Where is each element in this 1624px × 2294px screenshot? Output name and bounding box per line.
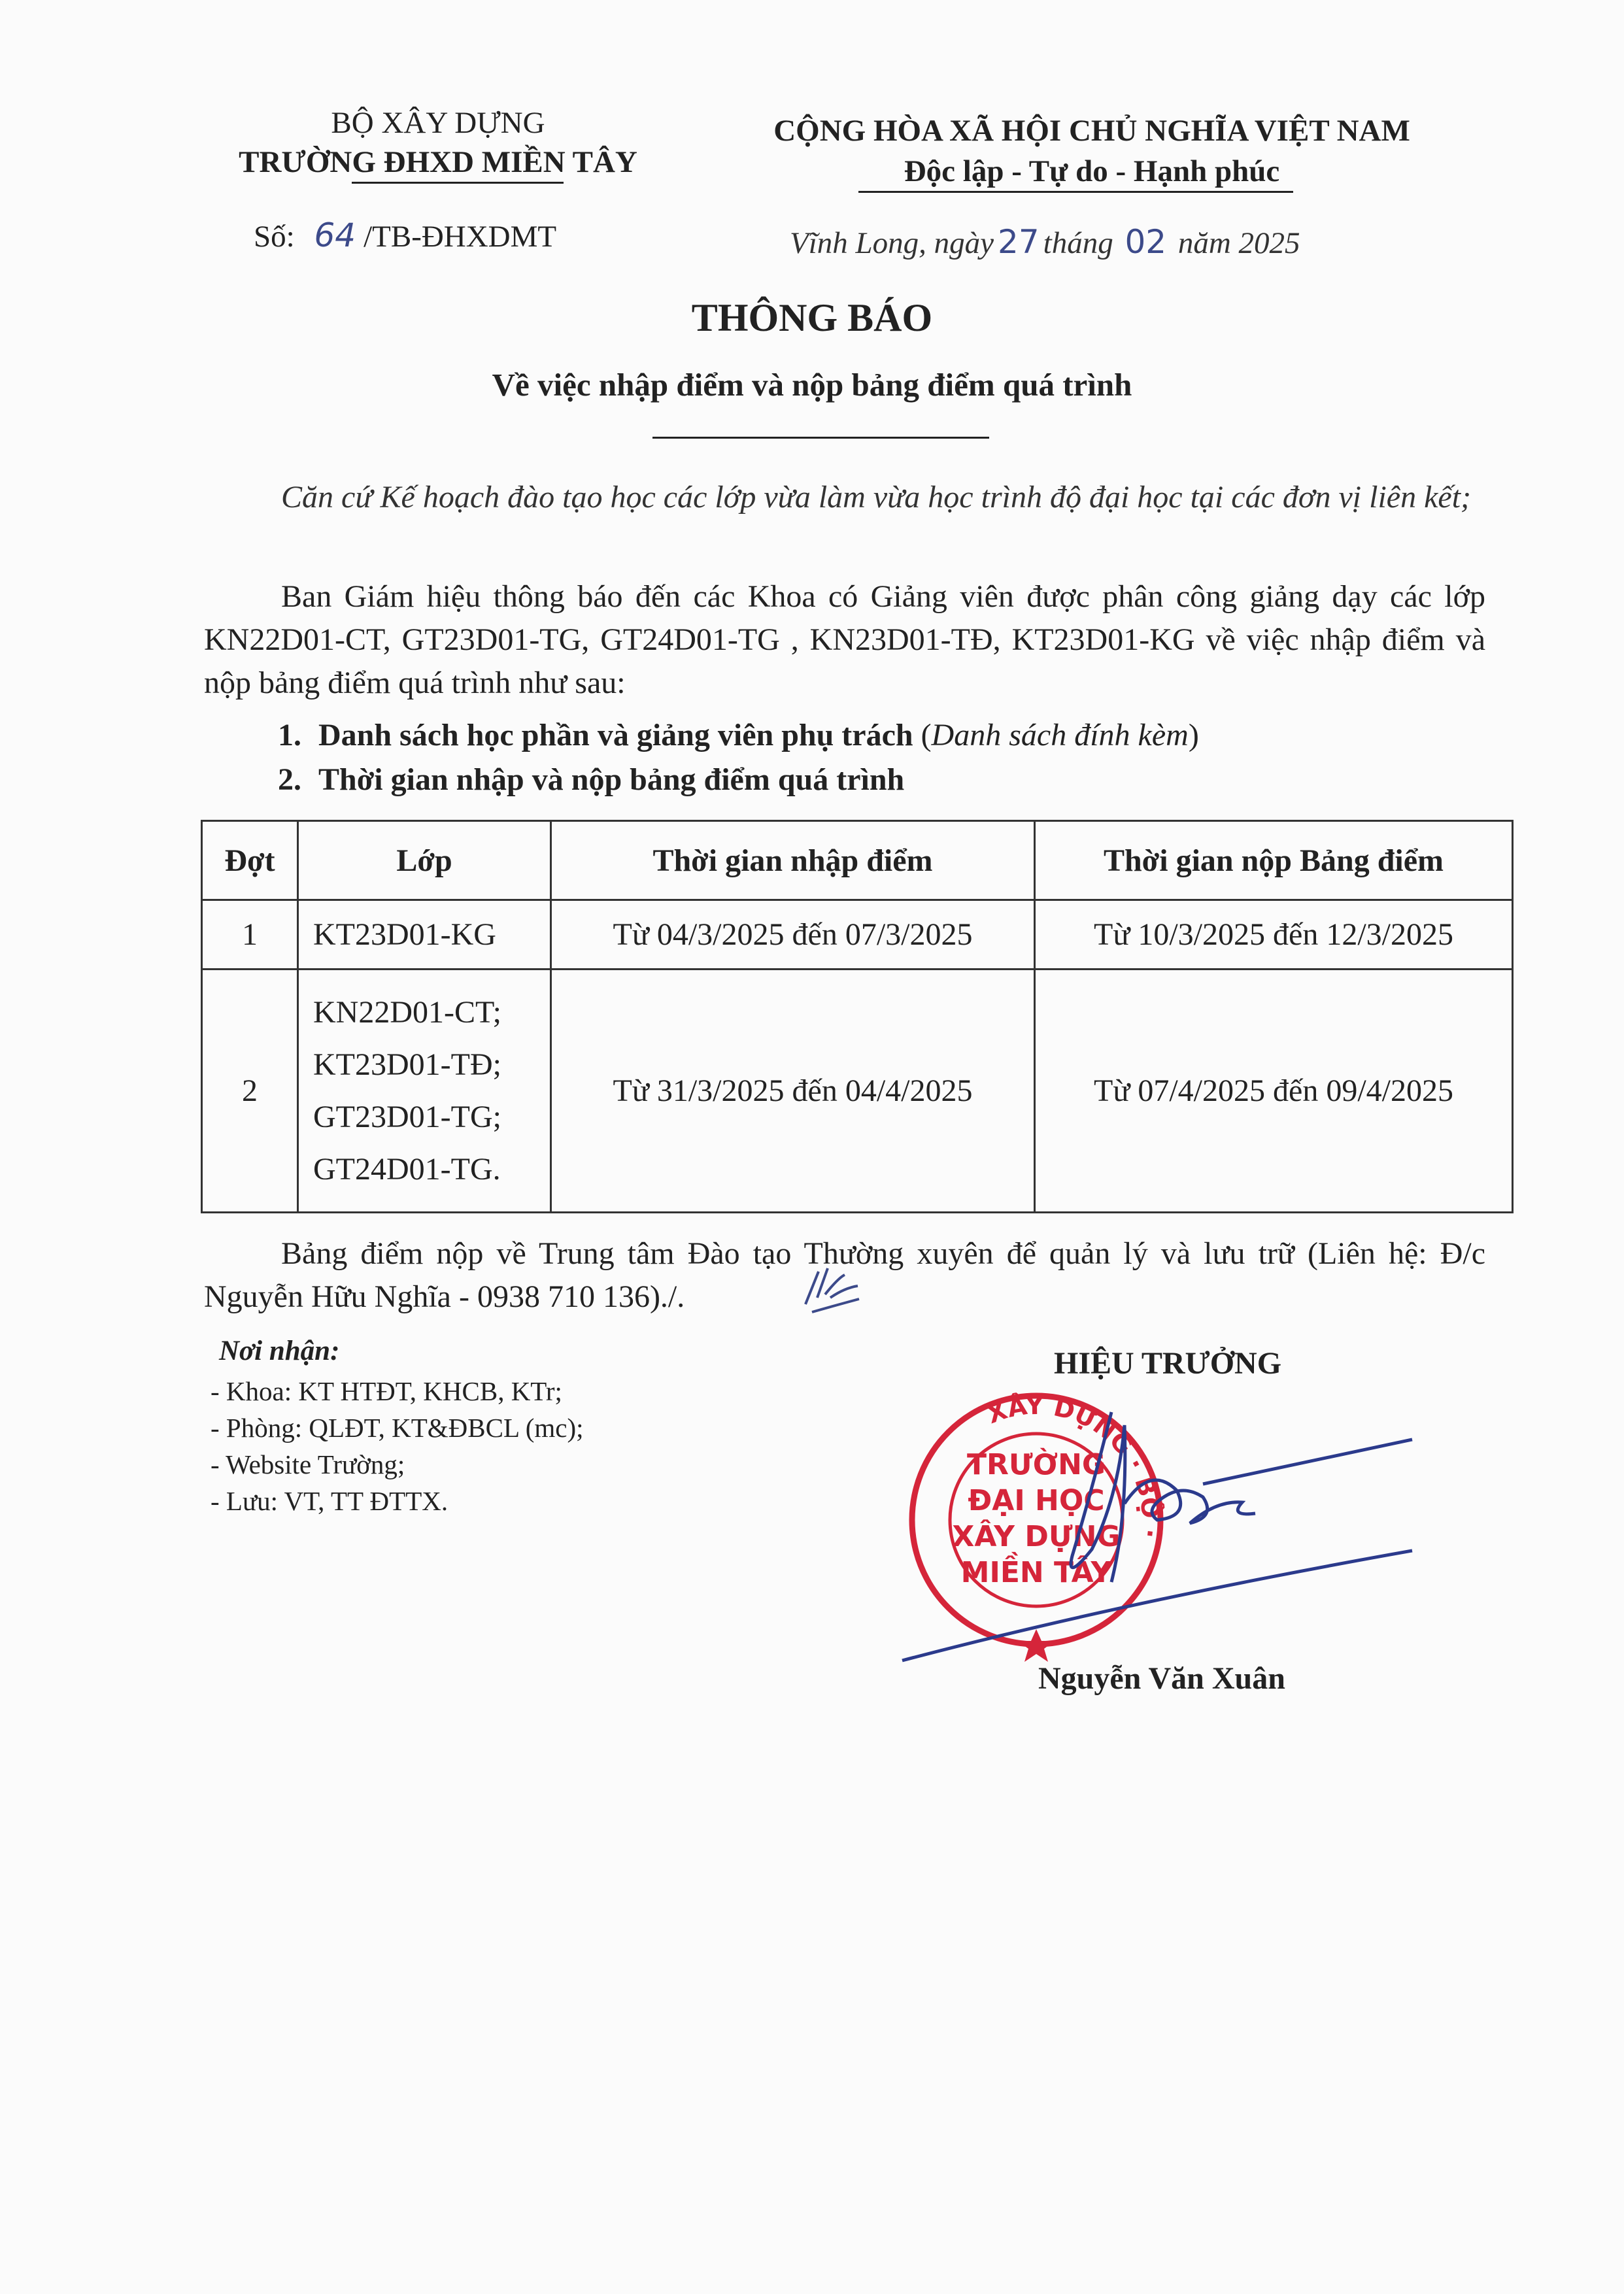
list-item: - Phòng: QLĐT, KT&ĐBCL (mc); bbox=[211, 1413, 584, 1443]
stamp-line-4: MIỀN TÂY bbox=[960, 1556, 1112, 1589]
table-row bbox=[202, 900, 1513, 970]
school-name: TRƯỜNG ĐHXD MIỀN TÂY bbox=[239, 145, 637, 179]
date-day-handwritten: 27 bbox=[998, 223, 1040, 261]
list-item: - Website Trường; bbox=[211, 1449, 405, 1479]
table-row bbox=[202, 970, 1513, 1213]
row1-nop: Từ 10/3/2025 đến 12/3/2025 bbox=[1035, 900, 1513, 970]
header-lop: Lớp bbox=[298, 821, 551, 900]
title-divider bbox=[652, 437, 989, 439]
header-left bbox=[196, 103, 680, 182]
date-suffix: năm 2025 bbox=[1177, 226, 1300, 260]
stamp-line-3: XÂY DỰNG bbox=[952, 1520, 1121, 1553]
row2-nop: Từ 07/4/2025 đến 09/4/2025 bbox=[1035, 970, 1513, 1213]
school-underline bbox=[352, 182, 564, 184]
row2-class: GT23D01-TG; bbox=[313, 1099, 501, 1134]
date-prefix: Vĩnh Long, ngày bbox=[790, 226, 994, 260]
row2-nhap: Từ 31/3/2025 đến 04/4/2025 bbox=[551, 970, 1035, 1213]
list-item-1 bbox=[278, 714, 1199, 757]
row1-class: KT23D01-KG bbox=[298, 900, 551, 970]
date-month-handwritten: 02 bbox=[1125, 223, 1167, 261]
row1-dot: 1 bbox=[202, 900, 298, 970]
number-suffix: /TB-ĐHXDMT bbox=[364, 220, 557, 254]
list-item-1-close: ) bbox=[1188, 718, 1199, 752]
republic-name: CỘNG HÒA XÃ HỘI CHỦ NGHĨA VIỆT NAM bbox=[773, 114, 1410, 148]
header-thoi-gian-nop: Thời gian nộp Bảng điểm bbox=[1035, 821, 1513, 900]
header-thoi-gian-nhap: Thời gian nhập điểm bbox=[551, 821, 1035, 900]
initials-mark bbox=[799, 1258, 864, 1317]
stamp-ring-text: XÂY DỰNG · BỘ · bbox=[983, 1391, 1166, 1540]
basis-paragraph: Căn cứ Kế hoạch đào tạo học các lớp vừa làm vừa học trình độ đại học tại các đơn vị liên kết; bbox=[281, 480, 1472, 514]
motto: Độc lập - Tự do - Hạnh phúc bbox=[904, 154, 1280, 188]
row2-dot: 2 bbox=[202, 970, 298, 1213]
list-item-1-text: Danh sách học phần và giảng viên phụ trách bbox=[318, 718, 913, 752]
official-stamp bbox=[876, 1386, 1438, 1674]
list-item-2-number: 2. bbox=[278, 762, 301, 797]
row2-class: KT23D01-TĐ; bbox=[313, 1047, 501, 1082]
list-item-1-open: ( bbox=[921, 718, 932, 752]
list-item: - Lưu: VT, TT ĐTTX. bbox=[211, 1486, 448, 1516]
list-item-2-text: Thời gian nhập và nộp bảng điểm quá trình bbox=[318, 762, 905, 797]
document-title: THÔNG BÁO bbox=[691, 296, 933, 339]
list-item-2 bbox=[278, 758, 904, 801]
schedule-table bbox=[201, 820, 1514, 1213]
number-handwritten: 64 bbox=[314, 216, 356, 254]
motto-underline bbox=[858, 191, 1293, 193]
recipients-title: Nơi nhận: bbox=[219, 1336, 340, 1366]
document-number bbox=[254, 216, 556, 256]
header-right bbox=[706, 111, 1478, 191]
list-item-1-italic: Danh sách đính kèm bbox=[931, 718, 1189, 752]
row2-classes bbox=[298, 970, 551, 1213]
header-dot: Đợt bbox=[202, 821, 298, 900]
signature-role: HIỆU TRƯỞNG bbox=[1054, 1346, 1282, 1381]
row2-class: GT24D01-TG. bbox=[313, 1151, 501, 1187]
recipients-list bbox=[211, 1373, 584, 1519]
document-date bbox=[790, 222, 1300, 263]
date-mid: tháng bbox=[1043, 226, 1113, 260]
ministry-name: BỘ XÂY DỰNG bbox=[331, 106, 545, 140]
table-header-row bbox=[202, 821, 1513, 900]
row2-class: KN22D01-CT; bbox=[313, 994, 501, 1030]
stamp-line-2: ĐẠI HỌC bbox=[968, 1484, 1105, 1517]
document-subtitle: Về việc nhập điểm và nộp bảng điểm quá trình bbox=[492, 367, 1132, 403]
number-prefix: Số: bbox=[254, 220, 295, 254]
signer-name: Nguyễn Văn Xuân bbox=[1038, 1661, 1285, 1696]
stamp-line-1: TRƯỜNG bbox=[966, 1448, 1106, 1481]
intro-paragraph: Ban Giám hiệu thông báo đến các Khoa có Giảng viên được phân công giảng dạy các lớp KN22D01-CT, GT23D01-TG, GT24D01-TG , KN23D01-TĐ, KT23D01-KG về việc nhập điểm và nộp bảng điểm quá trình như sau: bbox=[204, 579, 1485, 700]
row1-nhap: Từ 04/3/2025 đến 07/3/2025 bbox=[551, 900, 1035, 970]
closing-paragraph: Bảng điểm nộp về Trung tâm Đào tạo Thường xuyên để quản lý và lưu trữ (Liên hệ: Đ/c Nguyễn Hữu Nghĩa - 0938 710 136)./. bbox=[204, 1236, 1485, 1314]
list-item-1-number: 1. bbox=[278, 718, 301, 752]
list-item: - Khoa: KT HTĐT, KHCB, KTr; bbox=[211, 1376, 562, 1406]
